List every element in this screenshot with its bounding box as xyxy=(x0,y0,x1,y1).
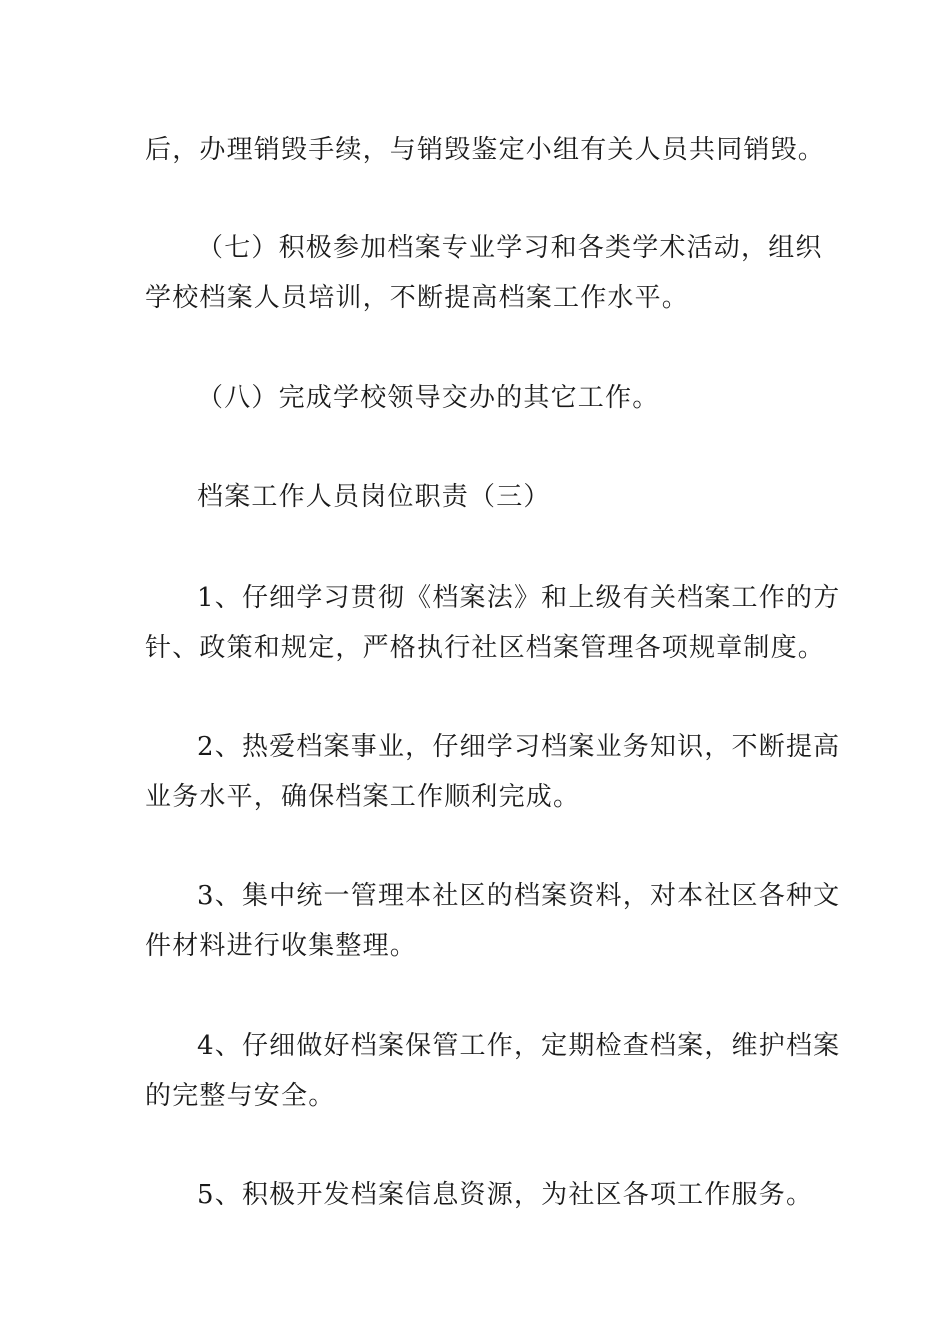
paragraph-line: 4、仔细做好档案保管工作，定期检查档案，维护档案 xyxy=(197,1031,841,1061)
paragraph-line: 1、仔细学习贯彻《档案法》和上级有关档案工作的方 xyxy=(197,583,841,613)
paragraph-line: 的完整与安全。 xyxy=(145,1081,336,1111)
paragraph-duty-2 xyxy=(145,722,841,822)
paragraph-duty-4 xyxy=(145,1021,841,1121)
paragraph-item-seven xyxy=(145,223,823,323)
paragraph-line: 3、集中统一管理本社区的档案资料，对本社区各种文 xyxy=(197,881,841,911)
paragraph-destruction-procedure xyxy=(145,125,826,175)
paragraph-line: 后，办理销毁手续，与销毁鉴定小组有关人员共同销毁。 xyxy=(145,135,826,165)
paragraph-duty-1 xyxy=(145,573,841,673)
paragraph-line: 2、热爱档案事业，仔细学习档案业务知识，不断提高 xyxy=(197,732,841,762)
paragraph-duty-5 xyxy=(145,1170,814,1220)
section-heading xyxy=(145,472,810,522)
paragraph-item-eight xyxy=(145,373,810,423)
paragraph-line: 5、积极开发档案信息资源，为社区各项工作服务。 xyxy=(197,1180,814,1210)
section-heading-text: 档案工作人员岗位职责（三） xyxy=(197,482,551,512)
paragraph-line: （八）完成学校领导交办的其它工作。 xyxy=(197,383,660,413)
paragraph-line: （七）积极参加档案专业学习和各类学术活动，组织 xyxy=(197,233,823,263)
paragraph-line: 针、政策和规定，严格执行社区档案管理各项规章制度。 xyxy=(145,633,826,663)
paragraph-line: 业务水平，确保档案工作顺利完成。 xyxy=(145,782,581,812)
paragraph-line: 学校档案人员培训，不断提高档案工作水平。 xyxy=(145,283,690,313)
paragraph-line: 件材料进行收集整理。 xyxy=(145,931,418,961)
paragraph-duty-3 xyxy=(145,871,841,971)
